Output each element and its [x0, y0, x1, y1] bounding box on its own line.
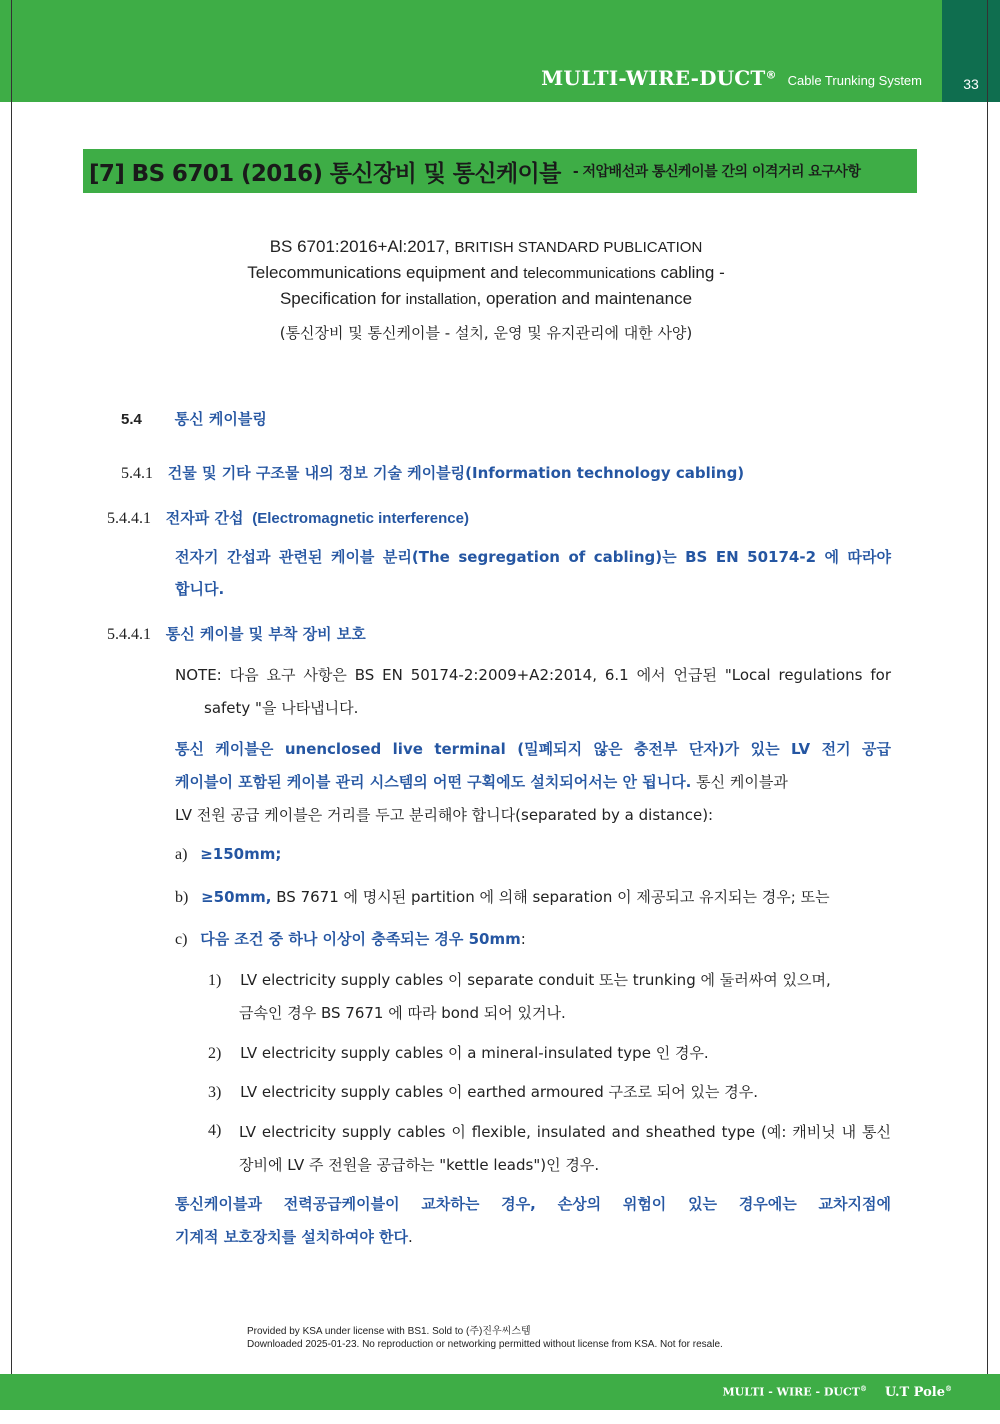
section-5-4-4-1-protection: [107, 623, 366, 644]
footer-pole-name: U.T Pole: [884, 1384, 945, 1400]
sub-item-2: [208, 1042, 709, 1063]
requirement-line-2: [175, 771, 788, 792]
sub-item-4-line-1: LV electricity supply cables 이 flexible, insulated and sheathed type (예: 캐비닛 내 통신: [239, 1123, 891, 1141]
requirement-line-3: LV 전원 공급 케이블은 거리를 두고 분리해야 합니다(separated by a distance):: [175, 806, 714, 824]
section-5-4-4-1-emi-number: 5.4.4.1: [107, 510, 151, 527]
standard-line-3: [0, 286, 972, 312]
section-subtitle: - 저압배선과 통신케이블 간의 이격거리 요구사항: [572, 164, 861, 180]
closing-line-2-end: .: [408, 1228, 413, 1246]
list-item-b-label: b): [175, 889, 189, 906]
section-5-4-4-1-protection-title: 통신 케이블 및 부착 장비 보호: [165, 625, 366, 643]
footer-brand-name: MULTI - WIRE - DUCT: [722, 1385, 860, 1399]
page-number: 33: [963, 76, 979, 92]
requirement-line-1: 통신 케이블은 unenclosed live terminal (밀폐되지 않은 충전부 단자)가 있는 LV 전기 공급: [175, 740, 891, 758]
standard-code: BS 6701:2016+Al:2017,: [269, 237, 455, 256]
requirement-line-2-normal: 통신 케이블과: [691, 773, 788, 791]
list-item-c-colon: :: [520, 930, 526, 948]
section-5-4-4-1-emi-title-ko: 전자파 간섭: [165, 509, 244, 527]
footer-brand: [722, 1384, 952, 1400]
list-item-c-bold: 다음 조건 중 하나 이상이 충족되는 경우 50mm: [200, 930, 521, 948]
section-5-4-1-title: 건물 및 기타 구조물 내의 정보 기술 케이블링(Information technology cabling): [167, 464, 745, 482]
note-line-1: NOTE: 다음 요구 사항은 BS EN 50174-2:2009+A2:2014, 6.1 에서 언급된 "Local regulations for: [175, 666, 891, 684]
standard-line-3b: installation: [405, 291, 477, 308]
license-note-line-1: Provided by KSA under license with BS1. Sold to (주)진우씨스템: [247, 1326, 531, 1337]
sub-item-3-line-1: LV electricity supply cables 이 earthed armoured 구조로 되어 있는 경우.: [240, 1083, 758, 1101]
closing-line-2: [175, 1226, 413, 1247]
section-title: [7] BS 6701 (2016) 통신장비 및 통신케이블: [89, 160, 561, 187]
standard-line-2c: cabling -: [655, 263, 725, 282]
section-5-4-4-1-protection-number: 5.4.4.1: [107, 626, 151, 643]
list-item-a: [175, 845, 281, 864]
sub-item-4-label: 4): [208, 1122, 222, 1139]
list-item-a-text: ≥150mm;: [200, 845, 282, 863]
header-brand: [541, 66, 922, 90]
standard-line-2: [0, 260, 972, 286]
standard-line-1: [0, 234, 972, 260]
standard-line-3c: , operation and maintenance: [476, 289, 693, 308]
sub-item-1-line-2: 금속인 경우 BS 7671 에 따라 bond 되어 있거나.: [239, 1004, 566, 1022]
section-5-4-4-1-emi: [107, 507, 469, 528]
list-item-a-label: a): [175, 846, 188, 863]
standard-publication: BRITISH STANDARD PUBLICATION: [454, 239, 703, 256]
sub-item-3: [208, 1081, 758, 1102]
brand-reg-mark: ®: [765, 68, 777, 82]
footer-pole-reg: ®: [945, 1384, 952, 1393]
license-note-line-2: Downloaded 2025-01-23. No reproduction or networking permitted without license from KSA. Not for resale.: [247, 1339, 723, 1350]
license-note: [247, 1325, 723, 1351]
page-footer: [0, 1374, 1000, 1410]
section-5-4-1: [121, 462, 744, 483]
standard-line-3a: Specification for: [279, 289, 406, 308]
closing-line-1: 통신케이블과 전력공급케이블이 교차하는 경우, 손상의 위험이 있는 경우에는 교차지점에: [175, 1195, 891, 1213]
section-5-4: [121, 408, 267, 429]
standard-line-2a: Telecommunications equipment and: [247, 263, 524, 282]
segregation-paragraph-line-1: 전자기 간섭과 관련된 케이블 분리(The segregation of cabling)는 BS EN 50174-2 에 따라야: [175, 548, 891, 566]
standard-line-2b: telecommunications: [523, 265, 656, 282]
segregation-paragraph-line-2: 합니다.: [175, 580, 225, 598]
sub-item-2-label: 2): [208, 1045, 222, 1062]
section-5-4-number: 5.4: [121, 411, 142, 428]
sub-item-1-label: 1): [208, 972, 222, 989]
list-item-b: [175, 886, 830, 907]
requirement-line-2-bold: 케이블이 포함된 케이블 관리 시스템의 어떤 구획에도 설치되어서는 안 됩니다.: [175, 773, 692, 791]
sub-item-2-line-1: LV electricity supply cables 이 a mineral-insulated type 인 경우.: [240, 1044, 709, 1062]
sub-item-4-line-2: 장비에 LV 주 전원을 공급하는 "kettle leads")인 경우.: [239, 1156, 600, 1174]
section-5-4-title: 통신 케이블링: [174, 410, 267, 428]
list-item-c: [175, 928, 526, 949]
list-item-c-label: c): [175, 931, 188, 948]
footer-brand-reg: ®: [859, 1384, 867, 1393]
sub-item-4-label-row: [208, 1121, 221, 1140]
sub-item-1: [208, 969, 831, 990]
sub-item-3-label: 3): [208, 1084, 222, 1101]
note-line-2: safety "을 나타냅니다.: [204, 699, 359, 717]
brand-subtitle: Cable Trunking System: [787, 73, 922, 88]
section-title-bar: [83, 149, 917, 193]
closing-line-2-bold: 기계적 보호장치를 설치하여야 한다: [175, 1228, 409, 1246]
page-header: [0, 0, 1000, 102]
brand-name: MULTI-WIRE-DUCT: [541, 66, 766, 90]
section-5-4-1-number: 5.4.1: [121, 465, 153, 482]
section-5-4-4-1-emi-title-en: (Electromagnetic interference): [252, 510, 469, 527]
list-item-b-text: BS 7671 에 명시된 partition 에 의해 separation 이 제공되고 유지되는 경우; 또는: [271, 888, 830, 906]
standard-korean: (통신장비 및 통신케이블 - 설치, 운영 및 유지관리에 대한 사양): [279, 324, 693, 342]
standard-reference: [0, 234, 972, 343]
list-item-b-bold: ≥50mm,: [201, 888, 272, 906]
sub-item-1-line-1: LV electricity supply cables 이 separate conduit 또는 trunking 에 둘러싸여 있으며,: [240, 971, 831, 989]
